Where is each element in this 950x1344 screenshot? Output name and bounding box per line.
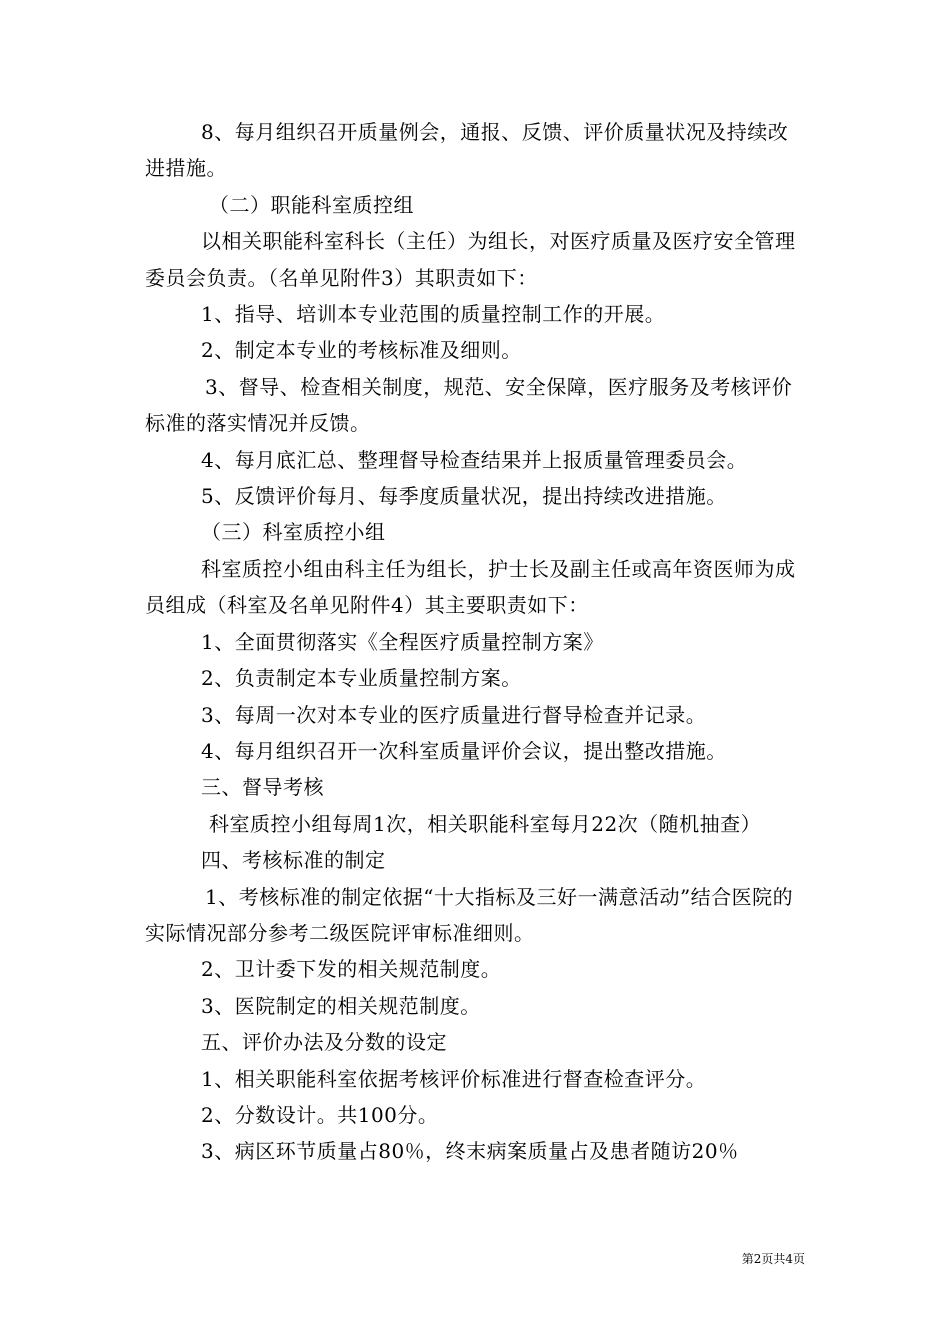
document-body [145, 114, 807, 1170]
list-item: 2、分数设计。共100分。 [201, 1102, 439, 1127]
paragraph-supervision: 科室质控小组每周1次，相关职能科室每月22次（随机抽查） [209, 811, 762, 836]
list-item: 1、考核标准的制定依据“十大指标及三好一满意活动”结合医院的实际情况部分参考二级医院评审标准细则。 [145, 884, 794, 945]
list-item: 2、制定本专业的考核标准及细则。 [201, 338, 522, 363]
list-item: 4、每月底汇总、整理督导检查结果并上报质量管理委员会。 [201, 447, 748, 472]
list-item: 3、每周一次对本专业的医疗质量进行督导检查并记录。 [201, 702, 707, 727]
page-number: 第2页共4页 [741, 1252, 805, 1266]
list-item: 3、病区环节质量占80％，终末病案质量占及患者随访20％ [201, 1139, 739, 1164]
paragraph-item-8: 8、每月组织召开质量例会，通报、反馈、评价质量状况及持续改进措施。 [145, 120, 789, 181]
paragraph-dept-qc-group: 科室质控小组由科主任为组长，护士长及副主任或高年资医师为成员组成（科室及名单见附件4）其主要职责如下： [145, 556, 796, 618]
list-item: 2、负责制定本专业质量控制方案。 [201, 666, 522, 691]
list-item: 1、指导、培训本专业范围的质量控制工作的开展。 [201, 302, 666, 327]
list-item: 3、医院制定的相关规范制度。 [201, 993, 481, 1018]
section-heading-standards: 四、考核标准的制定 [201, 848, 386, 873]
list-item: 2、卫计委下发的相关规范制度。 [201, 957, 502, 982]
section-heading-evaluation: 五、评价办法及分数的设定 [201, 1030, 447, 1055]
paragraph-functional-dept: 以相关职能科室科长（主任）为组长，对医疗质量及医疗安全管理委员会负责。（名单见附件3）其职责如下： [145, 229, 796, 290]
section-heading-supervision: 三、督导考核 [201, 775, 324, 800]
list-item: 5、反馈评价每月、每季度质量状况，提出持续改进措施。 [201, 484, 727, 509]
list-item: 1、相关职能科室依据考核评价标准进行督查检查评分。 [201, 1066, 707, 1091]
list-item: 1、全面贯彻落实《全程医疗质量控制方案》 [201, 629, 604, 654]
list-item: 3、督导、检查相关制度，规范、安全保障，医疗服务及考核评价标准的落实情况并反馈。 [145, 374, 793, 436]
section-heading-2: （二）职能科室质控组 [209, 192, 414, 217]
section-heading-3: （三）科室质控小组 [201, 520, 386, 545]
list-item: 4、每月组织召开一次科室质量评价会议，提出整改措施。 [201, 738, 727, 763]
